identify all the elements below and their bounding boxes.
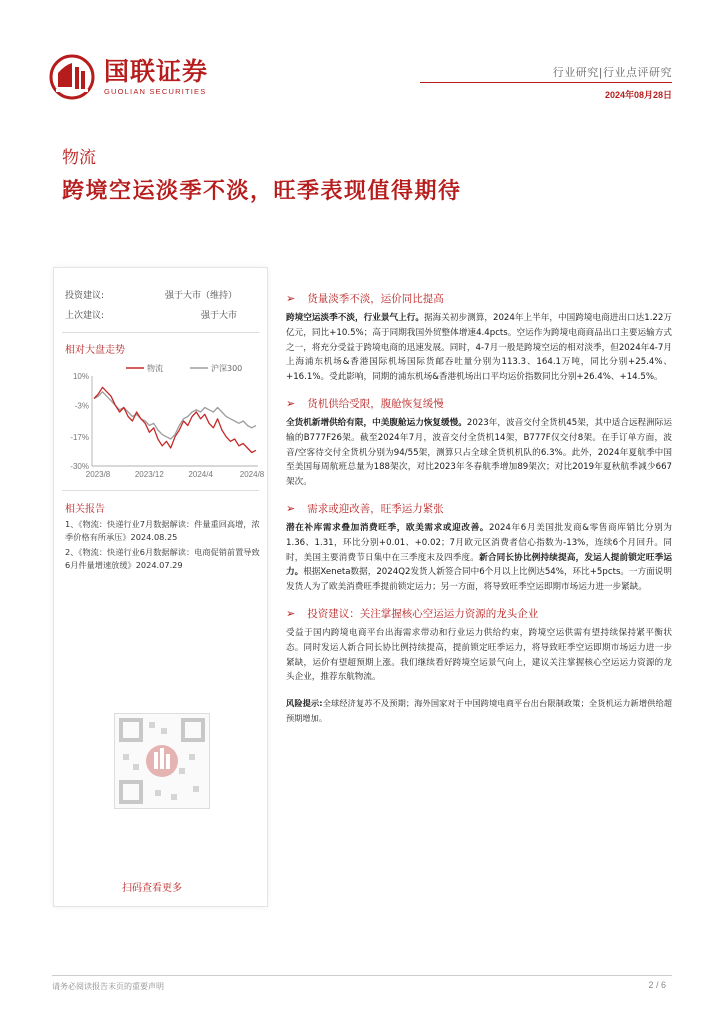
footer-disclaimer: 请务必阅读报告末页的重要声明	[52, 982, 164, 991]
arrow-right-icon: ➢	[286, 606, 296, 620]
logo-emblem-icon	[48, 53, 96, 101]
section-heading	[286, 501, 672, 516]
x-tick-label: 2024/8	[239, 470, 265, 479]
sidebar-divider	[62, 490, 259, 491]
section-heading-text: 投资建议：关注掌握核心空运运力资源的龙头企业	[307, 607, 539, 620]
paragraph-body: 据海关初步测算，2024年上半年，中国跨境电商进出口达1.22万亿元，同比+10.5%；高于同期我国外贸整体增速4.4pcts。空运作为跨境电商商品出口主要运输方式之一，将充分受益于跨境电商的迅速发展。同时，4-7月一般是跨境空运的相对淡季，但2024年4-7月上海浦东机场&香港国际机场国际货邮吞吐量分别为113.3、164.1万吨，同比分别+25.4%、+16.1%。受此影响，同期的浦东机场&香港机场出口平均运价指数同比分别+26.4%、+14.5%。	[286, 313, 672, 383]
sidebar-divider	[62, 332, 259, 333]
footer-divider	[52, 975, 672, 976]
previous-rating-row	[65, 308, 237, 321]
arrow-right-icon: ➢	[286, 501, 296, 515]
section-paragraph	[286, 521, 672, 595]
related-report-item[interactable]: 1、《物流：快递行业7月数据解读：件量重回高增，浓季价格有所承压》2024.08.25	[65, 519, 260, 542]
section-paragraph	[286, 311, 672, 385]
sidebar-panel	[53, 267, 268, 907]
risk-label: 风险提示:	[286, 698, 323, 709]
section-demand	[286, 501, 672, 595]
section-heading	[286, 606, 672, 621]
company-logo	[48, 52, 268, 102]
paragraph-lead: 跨境空运淡季不淡，行业景气上行。	[286, 313, 424, 323]
y-tick-label: 10%	[72, 372, 89, 381]
series-line-csi300	[94, 392, 256, 439]
related-reports-list	[65, 518, 261, 574]
qr-code[interactable]	[114, 713, 210, 809]
page-number: 2 / 6	[648, 980, 666, 990]
x-tick-label: 2024/4	[188, 470, 213, 479]
section-heading-text: 货机供给受限，腹舱恢复缓慢	[307, 397, 444, 410]
y-tick-label: -3%	[74, 401, 89, 411]
paragraph-body: 2024年6月美国批发商&零售商库销比分别为1.36、1.31，环比分别+0.01、+0.02；7月欧元区消费者信心指数为-13%，连续6个月回升。同时，美国主要消费节日集中在三季度末及四季度。	[286, 522, 672, 563]
trend-chart-svg	[58, 362, 266, 482]
qr-code-label: 扫码查看更多	[122, 883, 182, 894]
report-type: 行业研究|行业点评研究	[552, 66, 672, 79]
sector-label: 物流	[62, 148, 96, 168]
section-heading	[286, 396, 672, 411]
y-tick-label: -17%	[70, 432, 89, 442]
legend-label: 沪深300	[211, 364, 243, 373]
y-tick-label: -30%	[70, 462, 89, 471]
section-paragraph: 受益于国内跨境电商平台出海需求带动和行业运力供给约束，跨境空运供需有望持续保持紧平衡状态。同时发运人新合同长协比例持续提高，提前锁定旺季运力，将导致旺季空运即期市场运力进一步紧缺，运价有望超预期上涨。我们继续看好跨境空运景气向上，建议关注掌握核心空运运力资源的龙头企业，推荐东航物流。	[286, 627, 672, 683]
related-report-item[interactable]: 2、《物流：快递行业6月数据解读：电商促销前置导致6月件量增速放缓》2024.07.29	[65, 547, 260, 570]
report-title: 跨境空运淡季不淡，旺季表现值得期待	[62, 178, 462, 204]
rating-row	[65, 288, 237, 301]
section-heading-text: 货量淡季不淡，运价同比提高	[307, 293, 444, 305]
related-reports-title: 相关报告	[65, 504, 105, 515]
previous-rating-value: 强于大市	[200, 311, 237, 321]
rating-label: 投资建议:	[65, 291, 105, 301]
section-volume	[286, 291, 672, 385]
rating-value: 强于大市（维持）	[164, 291, 237, 301]
trend-chart-title: 相对大盘走势	[65, 345, 125, 356]
arrow-right-icon: ➢	[286, 292, 296, 305]
section-heading	[286, 291, 672, 306]
main-content	[286, 291, 672, 726]
risk-body: 全球经济复苏不及预期；海外国家对于中国跨境电商平台出台限制政策；全货机运力新增供给超预期增加。	[286, 698, 672, 723]
report-date: 2024年08月28日	[604, 90, 672, 100]
arrow-right-icon: ➢	[286, 396, 296, 410]
section-paragraph	[286, 416, 672, 490]
section-supply	[286, 396, 672, 490]
paragraph-body: 2023年，波音交付全货机45架，其中适合远程洲际运输的B777F26架。截至2024年7月，波音交付全货机14架，B777F仅交付8架。在手订单方面，波音/空客待交付全货机分别为94/55架，测算只占全球全货机机队的6.3%。此外，2024年夏航季中国至美国每周航班总量为188架次，对比2023年冬春航季增加89架次；对比2019年夏秋航季减少667架次。	[286, 417, 672, 488]
paragraph-body-2: 根据Xeneta数据，2024Q2发货人新签合同中6个月以上比例达54%，环比+5pcts。一方面说明发货人为了欧美消费旺季提前锁定运力；另一方面，将导致旺季空运即期市场运力进一步紧缺。	[286, 567, 672, 593]
relative-trend-chart	[58, 362, 266, 482]
paragraph-lead: 全货机新增供给有限，中美腹舱运力恢复缓慢。	[286, 417, 467, 428]
logo-chinese-name: 国联证券	[104, 57, 209, 86]
previous-rating-label: 上次建议:	[65, 311, 105, 321]
section-heading-text: 需求或迎改善，旺季运力紧张	[307, 502, 444, 515]
header-divider	[420, 82, 672, 83]
legend-label: 物流	[147, 364, 163, 373]
risk-warning	[286, 696, 672, 726]
logo-english-name: GUOLIAN SECURITIES	[104, 87, 207, 96]
paragraph-lead-2: 新合同长协比例持续提高，发运人提前锁定旺季运力。	[286, 552, 672, 578]
x-tick-label: 2023/8	[85, 470, 111, 479]
x-tick-label: 2023/12	[134, 470, 164, 479]
qr-code-icon	[115, 714, 209, 808]
paragraph-lead: 潜在补库需求叠加消费旺季，欧美需求或迎改善。	[286, 522, 490, 533]
section-investment	[286, 606, 672, 685]
